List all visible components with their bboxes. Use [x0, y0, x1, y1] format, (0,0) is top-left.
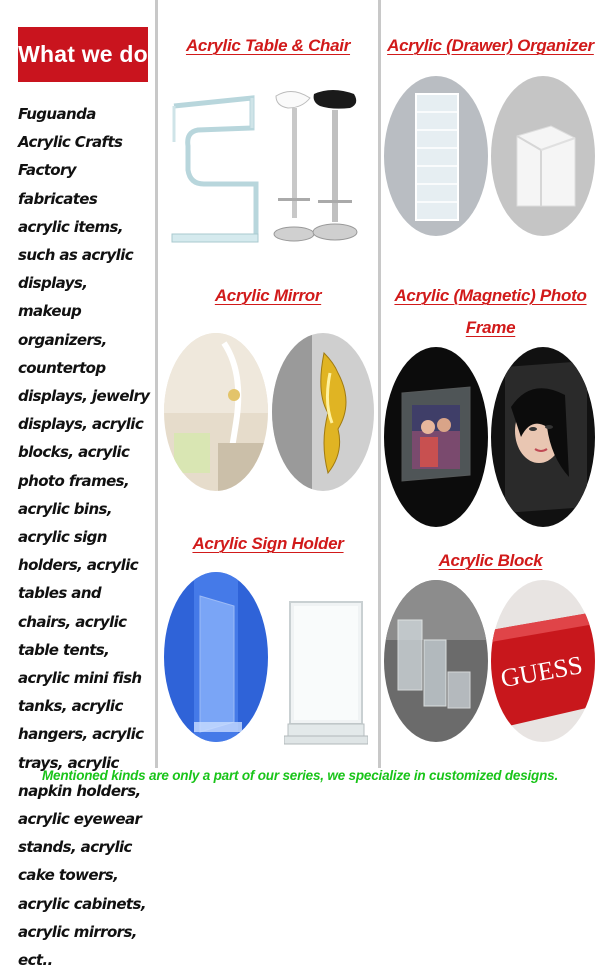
organizer-image-drawers	[384, 76, 488, 236]
title-mirror: Acrylic Mirror	[214, 286, 322, 305]
block-image-clear	[384, 580, 488, 742]
title-organizer: Acrylic (Drawer) Organizer	[387, 36, 594, 55]
what-we-do-badge: What we do	[18, 27, 148, 82]
block-image-red	[491, 580, 595, 742]
left-column	[0, 0, 158, 970]
footer-note: Mentioned kinds are only a part of our series, we specialize in customized designs.	[41, 768, 559, 783]
title-photo-frame: Acrylic (Magnetic) Photo Frame	[394, 286, 587, 337]
photo-frame-image-portrait	[491, 347, 595, 527]
block-logo-text: GUESS	[498, 650, 585, 694]
title-block: Acrylic Block	[438, 551, 543, 570]
table-chair-image	[164, 86, 372, 256]
title-sign-holder: Acrylic Sign Holder	[192, 534, 344, 553]
middle-column	[158, 0, 381, 768]
mirror-image-room	[164, 333, 268, 491]
right-column	[381, 0, 600, 768]
title-table-chair: Acrylic Table & Chair	[185, 36, 351, 55]
mirror-image-flame	[272, 333, 374, 491]
sign-holder-image-blue	[164, 572, 268, 742]
organizer-image-white-box	[491, 76, 595, 236]
photo-frame-image-couple	[384, 347, 488, 527]
company-description: Fuguanda Acrylic Crafts Factory fabricates acrylic items, such as acrylic displays, makeup organizers, countertop displays, jewelry displays, acrylic blocks, acrylic photo frames, acrylic bins, acrylic sign holders, acrylic tables and chairs, acrylic table tents, acrylic mini fish tanks, acrylic hangers, acrylic trays, acrylic napkin holders, acrylic eyewear stands, acrylic cake towers, acrylic cabinets, acrylic mirrors, ect..	[18, 105, 150, 970]
sign-holder-image-clear	[284, 598, 368, 748]
